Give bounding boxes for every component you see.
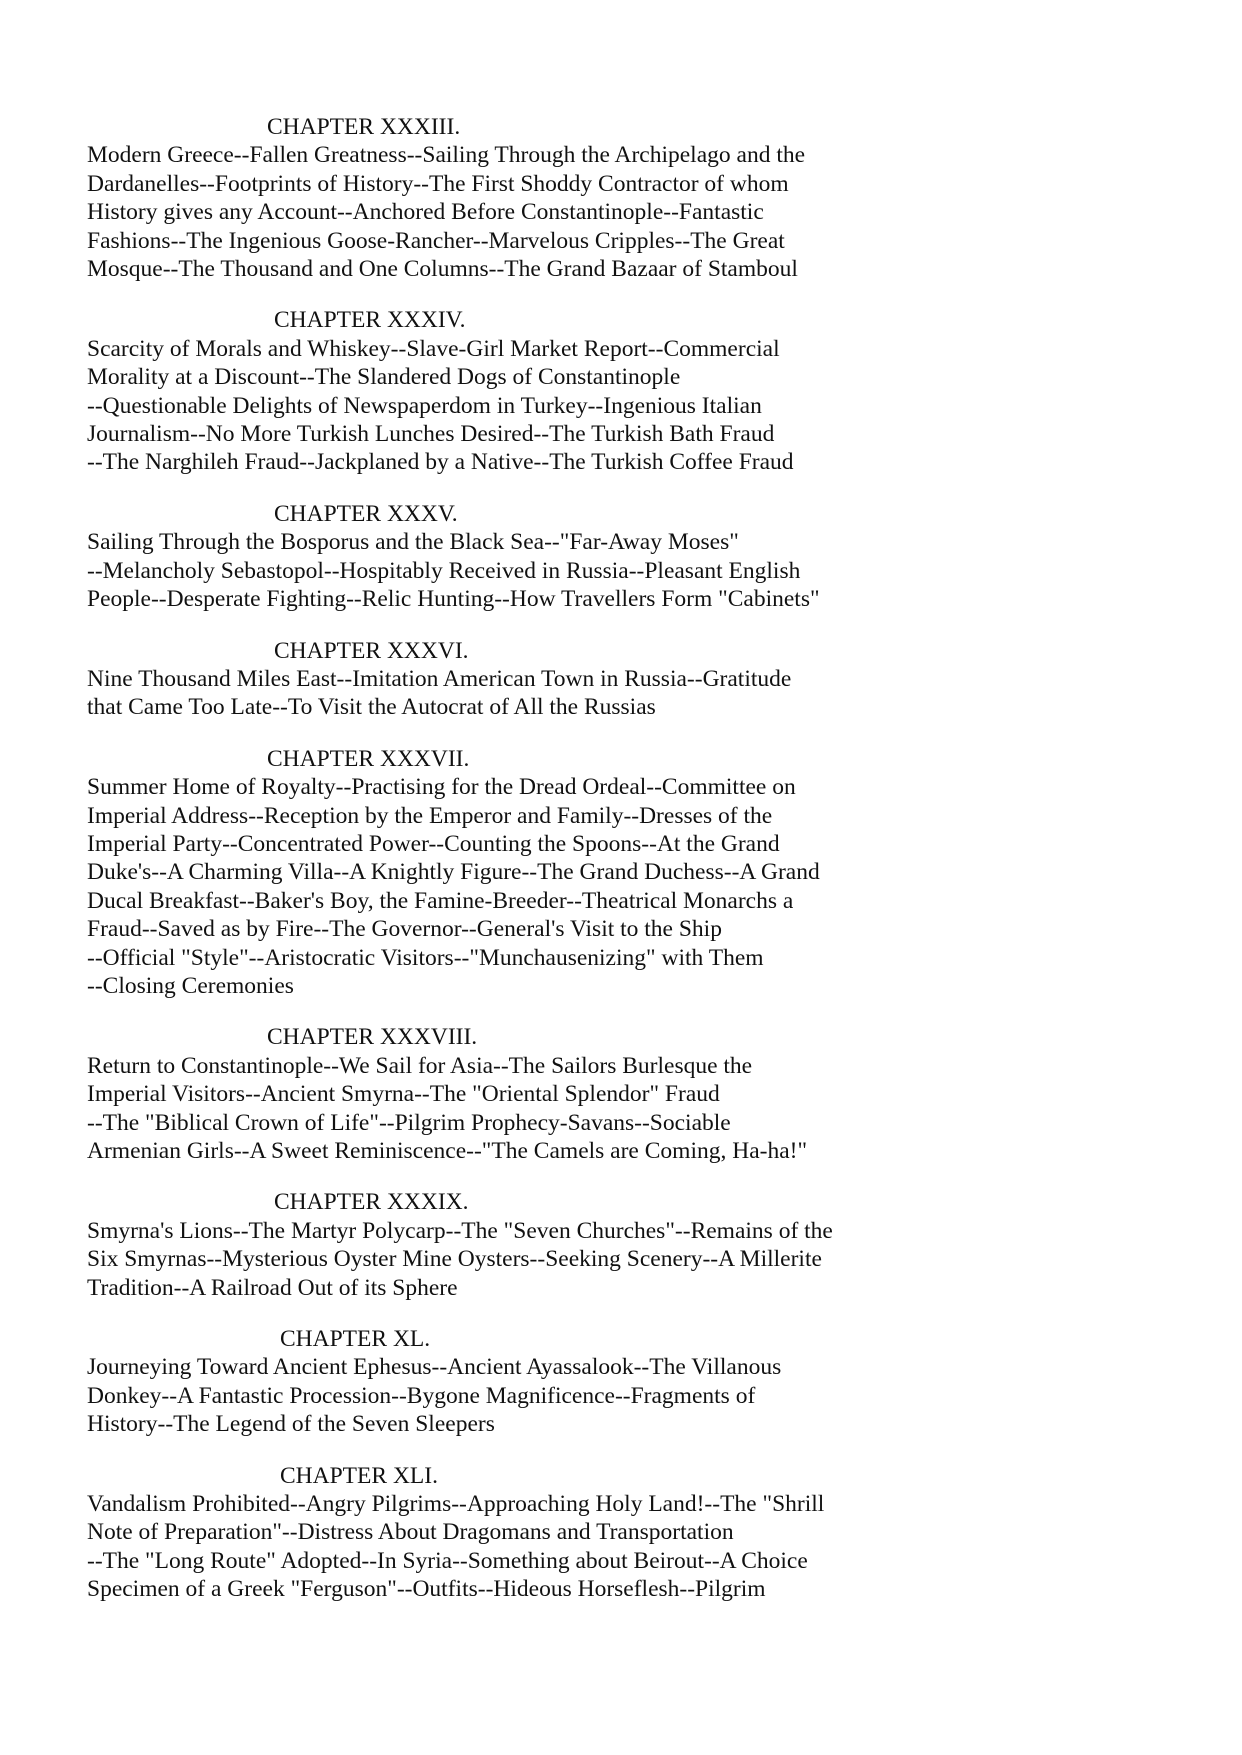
chapter-summary-line: Dardanelles--Footprints of History--The First Shoddy Contractor of whom — [87, 170, 789, 197]
chapter-summary-line: Armenian Girls--A Sweet Reminiscence--"The Camels are Coming, Ha-ha!" — [87, 1138, 808, 1164]
chapter-summary-line: Scarcity of Morals and Whiskey--Slave-Girl Market Report--Commercial — [87, 335, 780, 362]
chapter-block — [87, 637, 1187, 722]
chapter-title: CHAPTER XXXV. — [274, 500, 458, 527]
chapter-summary-line: that Came Too Late--To Visit the Autocrat of All the Russias — [87, 694, 656, 721]
chapter-summary-line: Note of Preparation"--Distress About Dragomans and Transportation — [87, 1519, 734, 1546]
chapter-summary-line: Vandalism Prohibited--Angry Pilgrims--Approaching Holy Land!--The "Shrill — [87, 1491, 825, 1518]
chapter-summary-line: Fashions--The Ingenious Goose-Rancher--Marvelous Cripples--The Great — [87, 227, 785, 254]
chapter-summary-line: Nine Thousand Miles East--Imitation American Town in Russia--Gratitude — [87, 665, 792, 692]
chapter-title: CHAPTER XXXVI. — [274, 637, 469, 664]
chapter-summary-line: Tradition--A Railroad Out of its Sphere — [87, 1274, 458, 1301]
chapter-summary-line: History--The Legend of the Seven Sleepers — [87, 1411, 495, 1438]
chapter-title: CHAPTER XXXIX. — [274, 1189, 469, 1216]
chapter-title: CHAPTER XL. — [280, 1326, 431, 1353]
chapter-summary-line: Imperial Visitors--Ancient Smyrna--The "Oriental Splendor" Fraud — [87, 1081, 720, 1108]
document-page — [87, 113, 1187, 1604]
chapter-summary-line: --The "Long Route" Adopted--In Syria--Something about Beirout--A Choice — [87, 1547, 808, 1574]
chapter-summary-line: Journalism--No More Turkish Lunches Desired--The Turkish Bath Fraud — [87, 421, 775, 448]
chapter-summary-line: Fraud--Saved as by Fire--The Governor--General's Visit to the Ship — [87, 916, 722, 943]
chapter-summary-line: History gives any Account--Anchored Before Constantinople--Fantastic — [87, 199, 764, 226]
chapter-block — [87, 500, 1187, 614]
chapter-summary-line: Imperial Address--Reception by the Emperor and Family--Dresses of the — [87, 802, 773, 829]
chapter-summary-line: Donkey--A Fantastic Procession--Bygone Magnificence--Fragments of — [87, 1382, 756, 1409]
chapter-summary-line: Specimen of a Greek "Ferguson"--Outfits--Hideous Horseflesh--Pilgrim — [87, 1576, 766, 1603]
chapter-title: CHAPTER XXXVIII. — [267, 1024, 478, 1051]
chapter-summary-line: Sailing Through the Bosporus and the Black Sea--"Far-Away Moses" — [87, 529, 739, 556]
chapter-summary-line: --Questionable Delights of Newspaperdom in Turkey--Ingenious Italian — [87, 392, 762, 419]
chapter-summary-line: Morality at a Discount--The Slandered Dogs of Constantinople — [87, 364, 681, 391]
chapter-summary-line: Imperial Party--Concentrated Power--Counting the Spoons--At the Grand — [87, 830, 780, 857]
chapter-summary-line: Ducal Breakfast--Baker's Boy, the Famine-Breeder--Theatrical Monarchs a — [87, 887, 794, 914]
chapter-summary-line: Modern Greece--Fallen Greatness--Sailing Through the Archipelago and the — [87, 142, 806, 169]
chapter-summary-line: People--Desperate Fighting--Relic Hunting--How Travellers Form "Cabinets" — [87, 586, 820, 613]
chapter-block — [87, 306, 1187, 476]
chapter-block — [87, 113, 1187, 283]
chapter-summary-line: --The "Biblical Crown of Life"--Pilgrim Prophecy-Savans--Sociable — [87, 1109, 731, 1136]
chapter-block — [87, 1188, 1187, 1302]
chapter-summary-line: --Melancholy Sebastopol--Hospitably Received in Russia--Pleasant English — [87, 557, 801, 584]
chapter-summary-line: Smyrna's Lions--The Martyr Polycarp--The "Seven Churches"--Remains of the — [87, 1217, 833, 1244]
chapter-title: CHAPTER XLI. — [280, 1462, 438, 1489]
chapter-block — [87, 1325, 1187, 1439]
chapter-block — [87, 1462, 1187, 1604]
chapter-title: CHAPTER XXXVII. — [267, 745, 470, 772]
chapter-summary-line: Mosque--The Thousand and One Columns--The Grand Bazaar of Stamboul — [87, 256, 798, 283]
chapter-title: CHAPTER XXXIV. — [274, 307, 466, 334]
chapter-summary-line: Return to Constantinople--We Sail for Asia--The Sailors Burlesque the — [87, 1052, 753, 1079]
chapter-title: CHAPTER XXXIII. — [267, 114, 461, 140]
chapter-summary-line: Journeying Toward Ancient Ephesus--Ancient Ayassalook--The Villanous — [87, 1354, 782, 1381]
chapter-summary-line: Summer Home of Royalty--Practising for the Dread Ordeal--Committee on — [87, 774, 796, 801]
chapter-summary-line: --Closing Ceremonies — [87, 972, 294, 999]
chapter-summary-line: --The Narghileh Fraud--Jackplaned by a Native--The Turkish Coffee Fraud — [87, 449, 794, 476]
chapter-block — [87, 745, 1187, 1001]
chapter-summary-line: Duke's--A Charming Villa--A Knightly Figure--The Grand Duchess--A Grand — [87, 859, 820, 886]
chapter-summary-line: Six Smyrnas--Mysterious Oyster Mine Oysters--Seeking Scenery--A Millerite — [87, 1246, 822, 1273]
chapter-block — [87, 1023, 1187, 1165]
chapter-summary-line: --Official "Style"--Aristocratic Visitors--"Munchausenizing" with Them — [87, 944, 764, 971]
